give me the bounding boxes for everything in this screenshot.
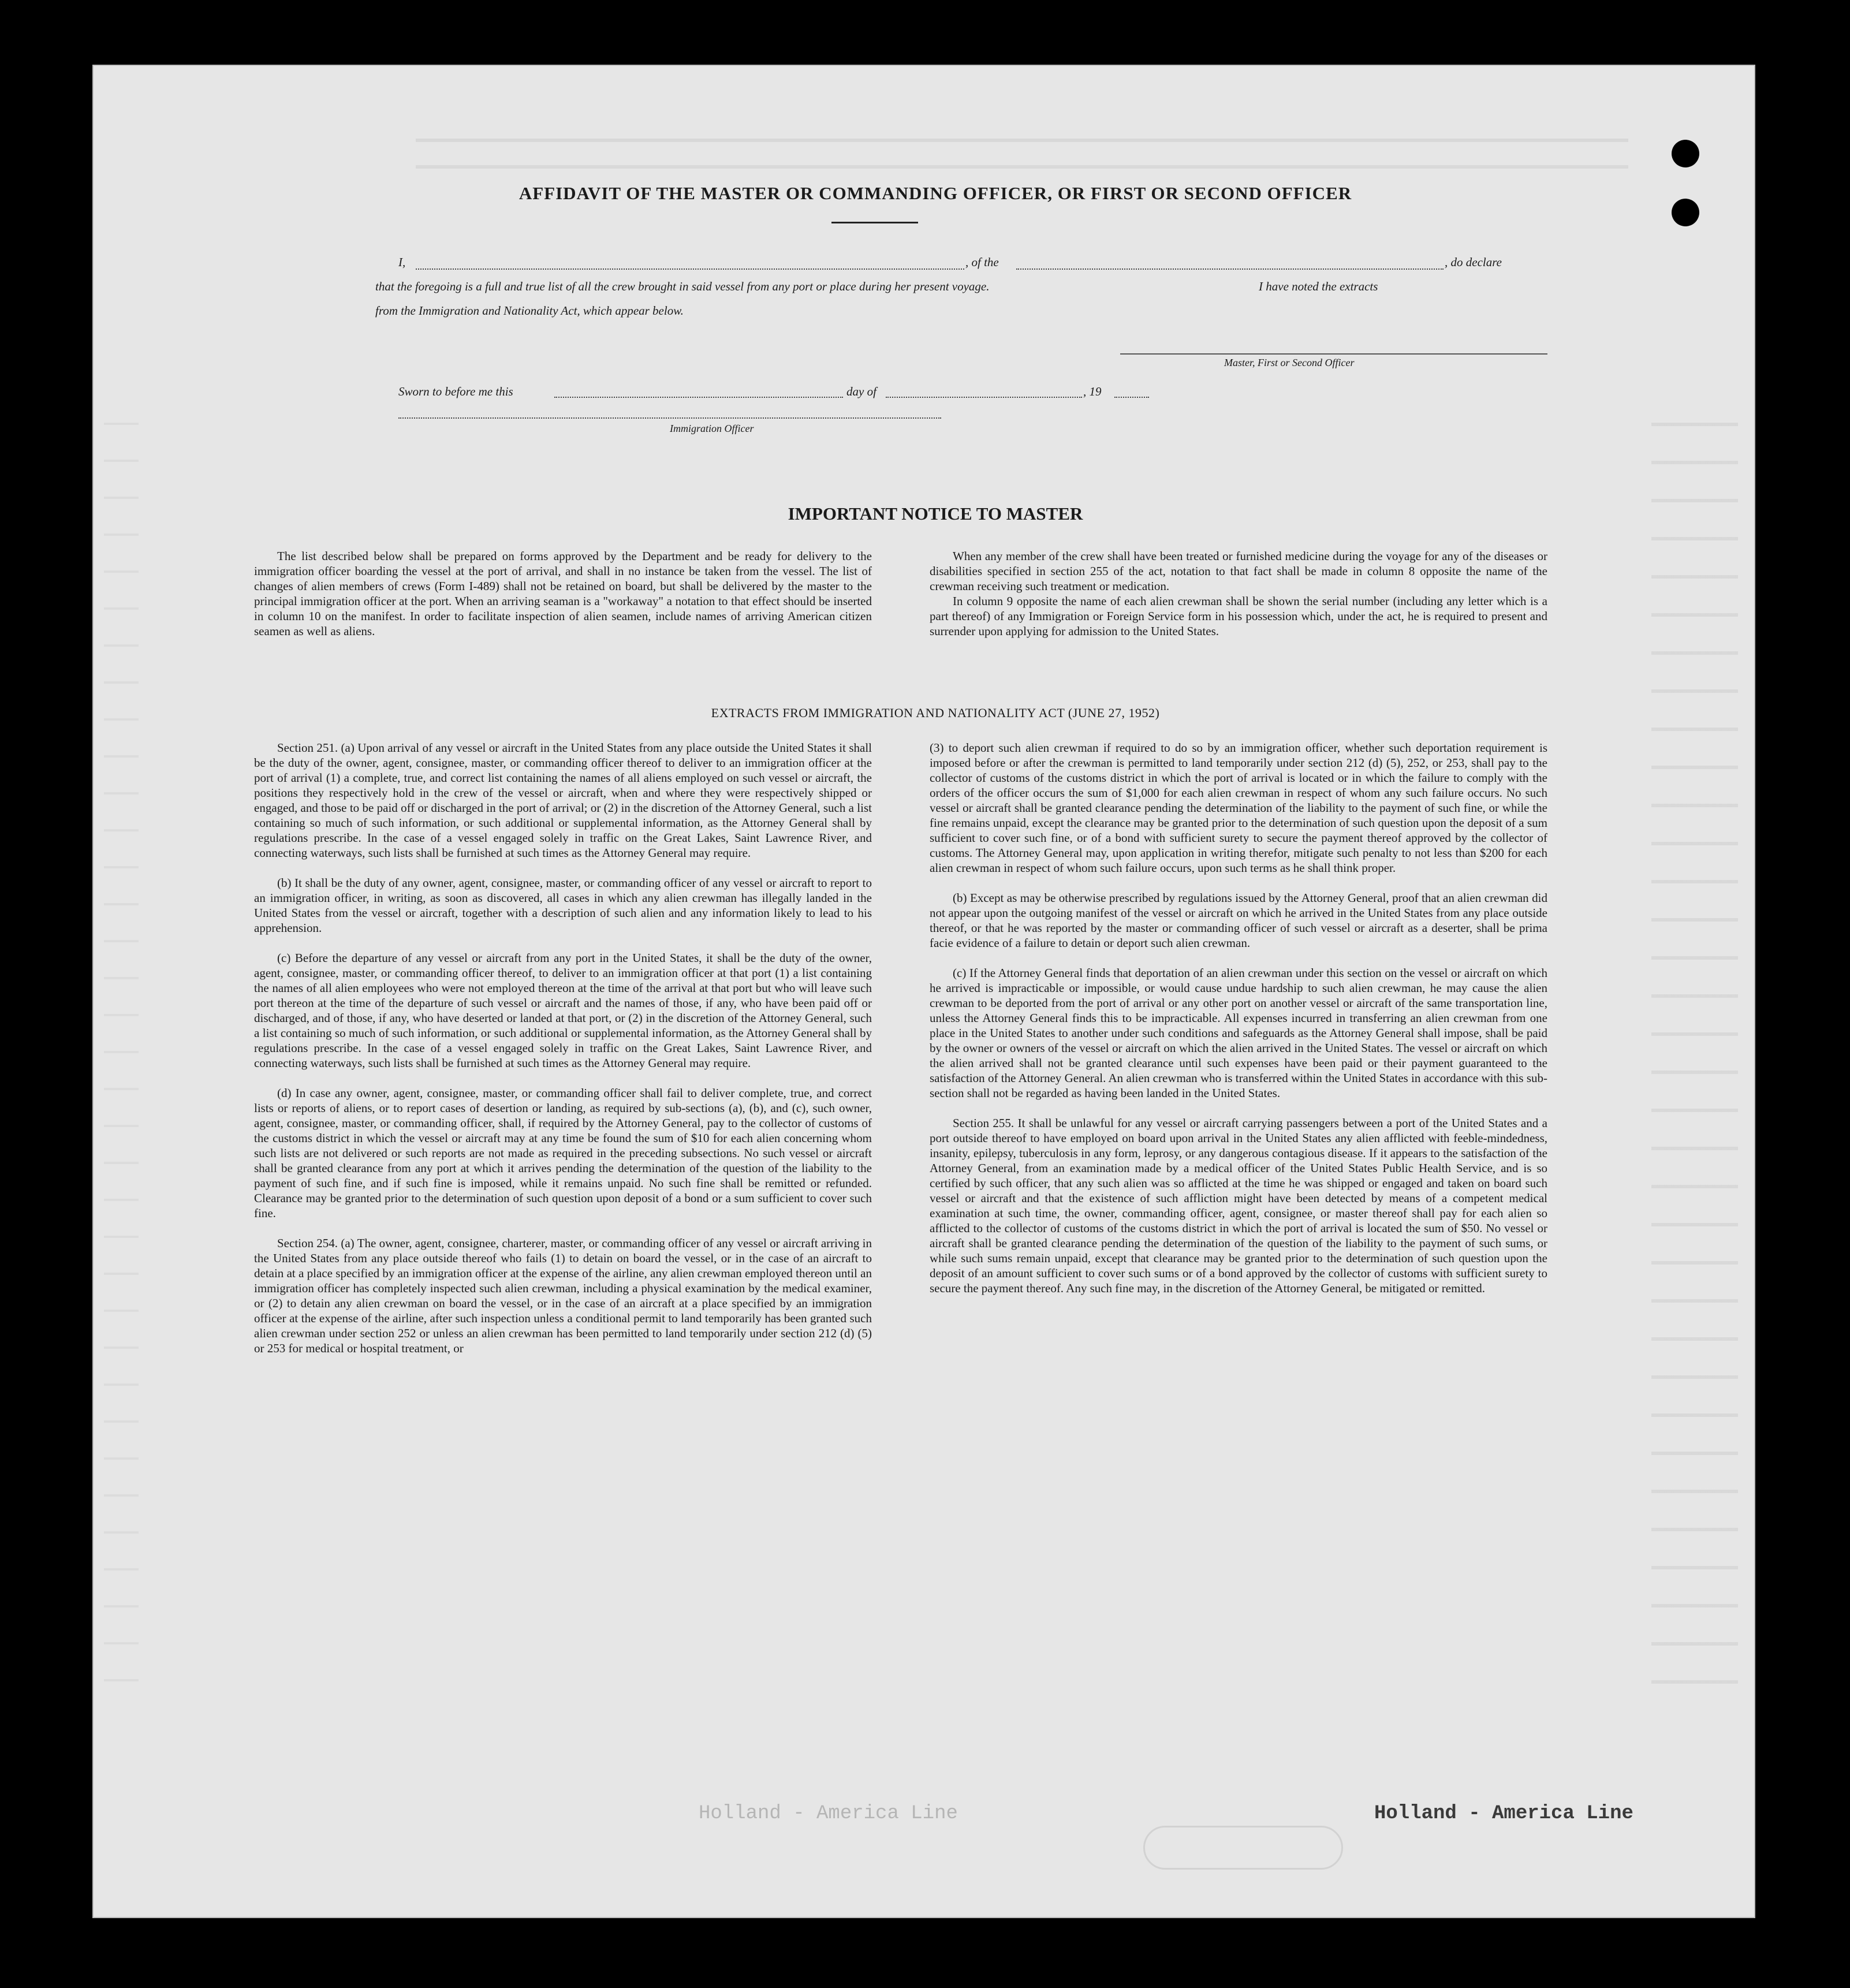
- master-caption: Master, First or Second Officer: [1224, 357, 1355, 368]
- title-rule: [831, 222, 918, 223]
- section-251a: Section 251. (a) Upon arrival of any vessel or aircraft in the United States from any place outside the United States it shall be the duty of the owner, agent, consignee, master, or commanding officer thereof to deliver to an immigration officer at the port of arrival (1) a complete, true, and correct list containing the names of all aliens employed on such vessel or aircraft, the positions they respectively hold in the crew of the vessel or aircraft, when and where they were respectively shipped or engaged, and those to be paid off or discharged in the port of arrival; or (2) in the discretion of the Attorney General, such a list containing so much of such information, or such additional or supplemental information, as the Attorney General shall by regulations prescribe. In the case of a vessel engaged solely in traffic on the Great Lakes, Saint Lawrence River, and connecting waterways, such lists shall be furnished at such times as the Attorney General may require.: [254, 741, 872, 860]
- section-254c: (c) If the Attorney General finds that deportation of an alien crewman under this section on the vessel or aircraft on which he arrived is impracticable or impossible, or would cause undue hardship to such alien crewman, he may cause the alien crewman to be deported from the port of arrival or any other port on another vessel or aircraft of the same transportation line, unless the Attorney General finds this to be impracticable. All expenses incurred in transferring an alien crewman from one place in the United States to another under such conditions and safeguards as the Attorney General shall impose, shall be paid by the owner or owners of the vessel or aircraft on which the alien arrived in the United States. The vessel or aircraft on which the alien arrived shall not be granted clearance until such expenses have been paid or their payment guaranteed to the satisfaction of the Attorney General. An alien crewman who is transferred within the United States in accordance with this sub-section shall not be regarded as having been landed in the United States.: [930, 966, 1547, 1100]
- notice-title: IMPORTANT NOTICE TO MASTER: [788, 503, 1083, 524]
- bleed-through-header: [416, 139, 1628, 169]
- affidavit-line2-right: I have noted the extracts: [1259, 279, 1378, 293]
- footer-line-faint: Holland - America Line: [699, 1803, 958, 1825]
- bleed-through-left-column: [104, 388, 139, 1716]
- section-251b: (b) It shall be the duty of any owner, agent, consignee, master, or commanding officer of any vessel or aircraft to report to an immigration officer, in writing, as soon as discovered, all cases in which any alien crewman has illegally landed in the United States from the vessel or aircraft, together with a description of such alien and any information likely to lead to his apprehension.: [254, 876, 872, 935]
- sworn-year-field[interactable]: [1114, 396, 1149, 398]
- vessel-name-field[interactable]: [1016, 268, 1444, 270]
- notice-right-paragraph-2: In column 9 opposite the name of each alien crewman shall be shown the serial number (including any letter which is a part thereof) of any Immigration or Foreign Service form in his possession which, under the act, he is required to present and surrender upon applying for admission to the United States.: [930, 594, 1547, 638]
- affidavit-i: I,: [398, 255, 406, 269]
- immigration-officer-signature-line[interactable]: [398, 417, 941, 419]
- sworn-month-field[interactable]: [886, 396, 1082, 398]
- stamp-mark: [1143, 1826, 1343, 1870]
- section-251c: (c) Before the departure of any vessel or aircraft from any port in the United States, it shall be the duty of the owner, agent, consignee, master, or commanding officer thereof, to deliver to an immigration officer at that port (1) a list containing the names of all alien employees who were not employed thereon at the time of the arrival at that port but who will leave such port thereon at the time of the departure of such vessel or aircraft and the names of those, if any, who have been paid off or discharged, and of those, if any, who have deserted or landed at that port, or (2) in the discretion of the Attorney General, such a list containing so much of such information, or such additional or supplemental information, as the Attorney General shall by regulations prescribe. In the case of a vessel engaged solely in traffic on the Great Lakes, Saint Lawrence River, and connecting waterways, such lists shall be furnished at such times as the Attorney General may require.: [254, 951, 872, 1070]
- notice-left-paragraph: The list described below shall be prepared on forms approved by the Department and be ready for delivery to the immigration officer boarding the vessel at the port of arrival, and shall in no instance be taken from the vessel. The list of changes of alien members of crews (Form I-489) shall not be retained on board, but shall be delivered by the master to the principal immigration officer at the port. When an arriving seaman is a "workaway" a notation to that effect should be inserted in column 10 on the manifest. In order to facilitate inspection of alien seamen, include names of arriving American citizen seamen as well as aliens.: [254, 549, 872, 638]
- affidavit-do-declare: , do declare: [1445, 255, 1502, 269]
- extracts-title: EXTRACTS FROM IMMIGRATION AND NATIONALITY ACT (JUNE 27, 1952): [711, 706, 1160, 720]
- bleed-through-column: [1651, 388, 1738, 1716]
- day-of-label: day of: [846, 385, 876, 398]
- notice-left-column: [254, 549, 872, 654]
- section-254a: Section 254. (a) The owner, agent, consignee, charterer, master, or commanding officer of any vessel or aircraft arriving in the United States from any place outside thereof who fails (1) to detain on board the vessel, or in the case of an aircraft to detain at a place specified by an immigration officer at the expense of the airline, any alien crewman employed thereon until an immigration officer has completely inspected such alien crewman, including a physical examination by the medical examiner, or (2) to detain any alien crewman on board the vessel, or in the case of an aircraft at a place specified by an immigration officer at the expense of the airline, after such inspection unless a conditional permit to land temporarily has been granted such alien crewman under section 252 or unless an alien crewman has been permitted to land temporarily under section 212 (d) (5) or 253 for medical or hospital treatment, or: [254, 1236, 872, 1355]
- section-251d: (d) In case any owner, agent, consignee, master, or commanding officer shall fail to deliver complete, true, and correct lists or reports of aliens, or to report cases of desertion or landing, as required by sub-sections (a), (b), and (c), such owner, agent, consignee, master, or commanding officer, shall, if required by the Attorney General, pay to the collector of customs of the customs district in which the vessel or aircraft may at any time be found the sum of $10 for each alien concerning whom such lists are not delivered or such reports are not made as required in the preceding subsections. No such vessel or aircraft shall be granted clearance from any port at which it arrives pending the determination of the question of the liability to the payment of such fine, and if such fine is imposed, while it remains unpaid. No such fine shall be remitted or refunded. Clearance may be granted prior to the determination of such question upon deposit of a bond or a sum sufficient to cover such fine.: [254, 1086, 872, 1220]
- section-254b: (b) Except as may be otherwise prescribed by regulations issued by the Attorney General, proof that an alien crewman did not appear upon the outgoing manifest of the vessel or aircraft on which he arrived in the United States from any place outside thereof, or that he was reported by the master or commanding officer of such vessel or aircraft as a deserter, shall be prima facie evidence of a failure to detain or deport such alien crewman.: [930, 891, 1547, 950]
- affidavit-line2: that the foregoing is a full and true list of all the crew brought in said vessel from any port or place during her present voyage.: [375, 279, 990, 293]
- affidavit-of-the: , of the: [965, 255, 999, 269]
- extracts-right-column: [930, 740, 1547, 1311]
- document-page: [92, 65, 1755, 1918]
- master-name-field[interactable]: [416, 268, 964, 270]
- extracts-left-column: [254, 740, 872, 1371]
- sworn-label: Sworn to before me this: [398, 385, 513, 398]
- affidavit-line3: from the Immigration and Nationality Act, which appear below.: [375, 304, 684, 318]
- notice-right-paragraph-1: When any member of the crew shall have been treated or furnished medicine during the voyage for any of the diseases or disabilities specified in section 255 of the act, notation to that fact shall be made in column 8 opposite the name of the crewman receiving such treatment or medication.: [930, 549, 1547, 593]
- notice-right-column: [930, 549, 1547, 654]
- affidavit-title: AFFIDAVIT OF THE MASTER OR COMMANDING OFFICER, OR FIRST OR SECOND OFFICER: [519, 183, 1352, 203]
- officer-caption: Immigration Officer: [670, 423, 754, 434]
- signature-line[interactable]: [1120, 353, 1547, 355]
- footer-line-dark: Holland - America Line: [1374, 1803, 1633, 1825]
- section-254a-continued: (3) to deport such alien crewman if required to do so by an immigration officer, whether such deportation requirement is imposed before or after the crewman is permitted to land temporarily under section 212 (d) (5), 252, or 253, shall pay to the collector of customs of the customs district in which the port of arrival is located or in which the failure to comply with the orders of the officer occurs the sum of $1,000 for each alien crewman in respect of whom any such failure occurs. No such vessel or aircraft shall be granted clearance pending the determination of the liability to the payment of such fine, or while the fine remains unpaid, except the clearance may be granted prior to the determination of such question upon the deposit of a sum sufficient to cover such fine, or of a bond with sufficient surety to secure the payment thereof approved by the collector of customs. The Attorney General may, upon application in writing therefor, mitigate such penalty to not less than $200 for each alien crewman in respect of whom such failure occurs, upon such terms as he shall think proper.: [930, 741, 1547, 875]
- sworn-day-field[interactable]: [554, 396, 843, 398]
- punch-hole-bottom: [1672, 199, 1699, 226]
- year-label: , 19: [1083, 385, 1102, 398]
- punch-hole-top: [1672, 140, 1699, 167]
- section-255: Section 255. It shall be unlawful for any vessel or aircraft carrying passengers between a port of the United States and a port outside thereof to have employed on board upon arrival in the United States any alien afflicted with feeble-mindedness, insanity, epilepsy, tuberculosis in any form, leprosy, or any dangerous contagious disease. If it appears to the satisfaction of the Attorney General, from an examination made by a medical officer of the United States Public Health Service, and is so certified by such officer, that any such alien was so afflicted at the time he was shipped or engaged and taken on board such vessel or aircraft and that the existence of such affliction might have been detected by means of a competent medical examination at such time, the owner, commanding officer, agent, consignee, or master thereof shall pay for each alien so afflicted to the collector of customs of the customs district in which the port of arrival is located the sum of $50. No vessel or aircraft shall be granted clearance pending the determination of the question of the liability to the payment of such sums, or while such sums remain unpaid, except that clearance may be granted prior to the determination of such question upon the deposit of an amount sufficient to cover such sums or of a bond approved by the collector of customs with sufficient surety to secure the payment thereof. Any such fine may, in the discretion of the Attorney General, be mitigated or remitted.: [930, 1116, 1547, 1295]
